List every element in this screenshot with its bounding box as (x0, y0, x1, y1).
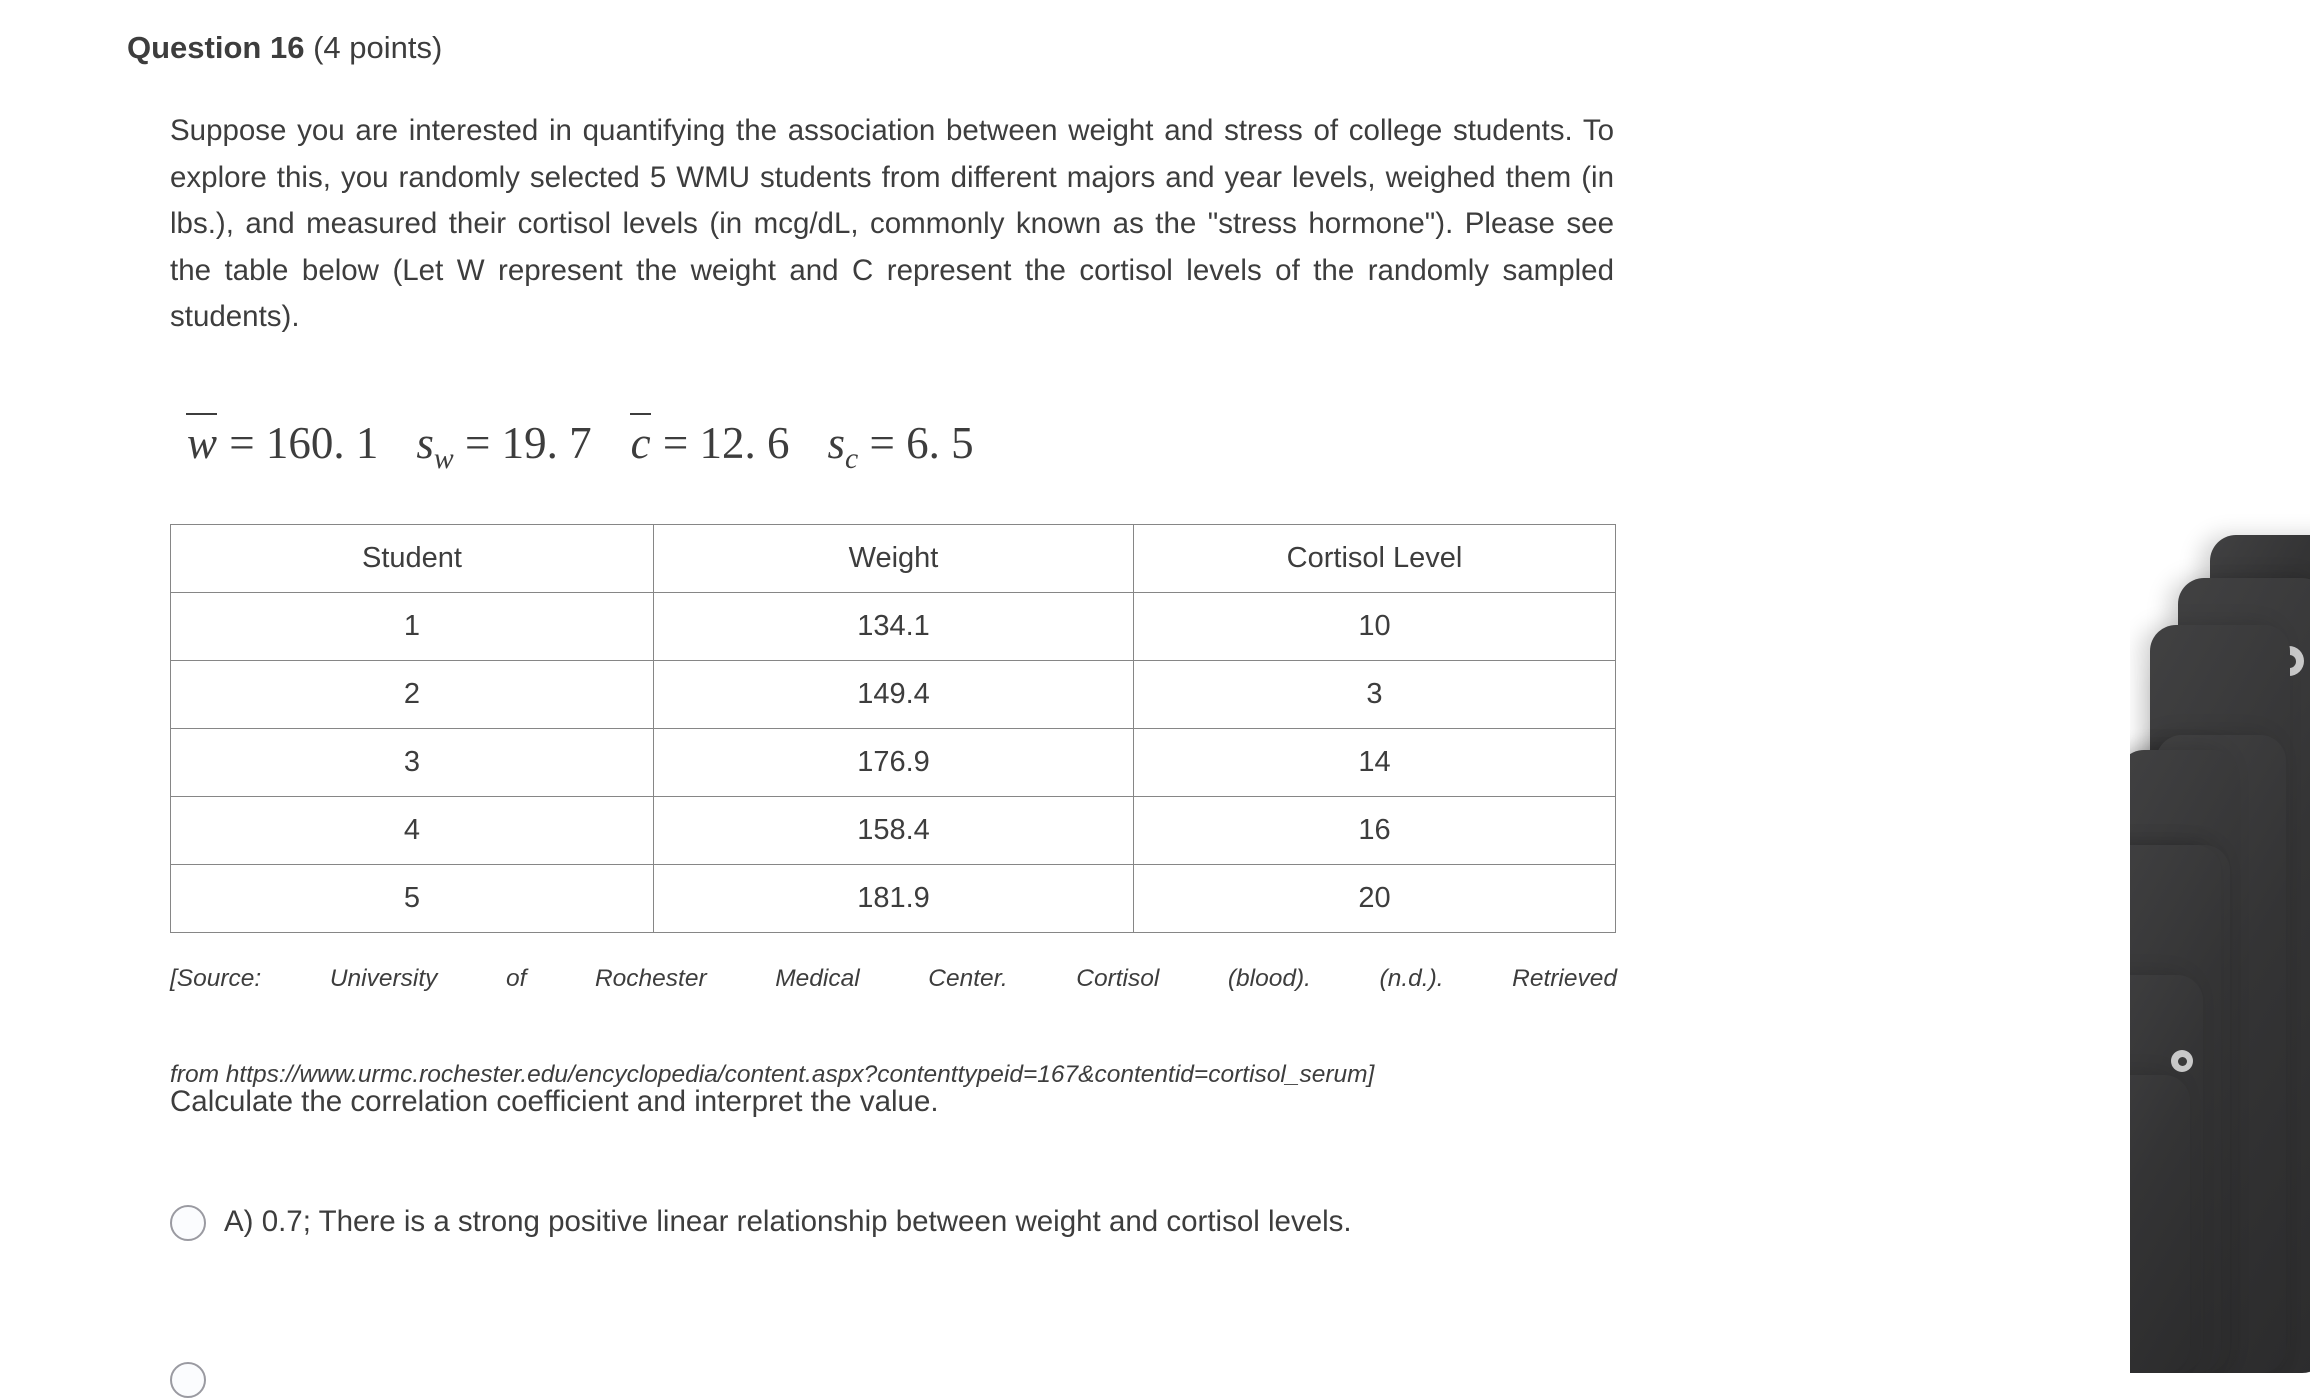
cell-cortisol: 20 (1134, 865, 1616, 933)
table-row (171, 593, 1616, 661)
device-panel (2210, 535, 2310, 685)
camera-lens-icon (2274, 646, 2304, 676)
cell-weight: 176.9 (654, 729, 1134, 797)
w-sd-symbol: s (416, 418, 434, 468)
device-panel (2130, 975, 2203, 1373)
c-mean-symbol: c (630, 412, 652, 474)
cell-weight: 134.1 (654, 593, 1134, 661)
source-line-1: [Source: University of Rochester Medical Center. Cortisol (blood). (n.d.). Retrieved (170, 965, 1617, 992)
cell-student: 1 (171, 593, 654, 661)
cell-cortisol: 3 (1134, 661, 1616, 729)
cell-student: 4 (171, 797, 654, 865)
column-header-weight: Weight (654, 525, 1134, 593)
cell-weight: 158.4 (654, 797, 1134, 865)
device-stack-decoration (2130, 0, 2310, 1373)
radio-button-b[interactable] (170, 1362, 206, 1398)
table-body (171, 593, 1616, 933)
question-body-text: Suppose you are interested in quantifying the association between weight and stress of college students. To explore this, you randomly selected 5 WMU students from different majors and year levels, weighed them (in lbs.), and measured their cortisol levels (in mcg/dL, commonly known as the "stress hormone"). Please see the table below (Let W represent the weight and C represent the cortisol levels of the randomly sampled students). (170, 114, 1614, 333)
c-sd-subscript: c (845, 443, 859, 475)
device-panel (2130, 1075, 2190, 1373)
camera-lens-icon (2171, 1050, 2193, 1072)
stat-weight-sd (416, 412, 591, 490)
question-header (127, 28, 442, 68)
device-panel (2202, 585, 2310, 915)
c-sd-symbol: s (827, 418, 846, 468)
w-mean-symbol: w (186, 412, 218, 474)
device-panel (2130, 750, 2238, 1373)
w-mean-value: 160. 1 (265, 418, 379, 468)
column-header-cortisol: Cortisol Level (1134, 525, 1616, 593)
device-panel (2150, 625, 2290, 1373)
answer-option-a[interactable] (170, 1198, 1620, 1245)
question-title: Question 16 (127, 30, 305, 65)
cell-cortisol: 16 (1134, 797, 1616, 865)
equals-sign-4: = (869, 418, 895, 468)
equals-sign-2: = (464, 418, 491, 468)
question-prompt: Calculate the correlation coefficient and interpret the value. (170, 1085, 939, 1118)
w-sd-value: 19. 7 (501, 418, 592, 468)
device-panel (2130, 845, 2221, 1373)
stat-weight-mean (186, 412, 378, 474)
device-panel (2156, 735, 2286, 1373)
answer-option-b[interactable] (170, 1355, 1620, 1398)
table-head (171, 525, 1616, 593)
source-line-2: from https://www.urmc.rochester.edu/encyclopedia/content.aspx?contenttypeid=167&contentid=cortisol_serum] (170, 1061, 1375, 1088)
table-row (171, 729, 1616, 797)
equals-sign-3: = (662, 418, 689, 468)
camera-lens-icon (2296, 582, 2310, 612)
cell-weight: 181.9 (654, 865, 1134, 933)
cell-student: 2 (171, 661, 654, 729)
stat-cortisol-sd (828, 412, 974, 490)
table-row (171, 797, 1616, 865)
cell-cortisol: 10 (1134, 593, 1616, 661)
column-header-student: Student (171, 525, 654, 593)
question-points: (4 points) (313, 30, 443, 65)
cell-student: 3 (171, 729, 654, 797)
summary-statistics-line (186, 412, 974, 490)
cell-weight: 149.4 (654, 661, 1134, 729)
table-header-row (171, 525, 1616, 593)
table-row (171, 661, 1616, 729)
answer-option-a-label: A) 0.7; There is a strong positive linear relationship between weight and cortisol levels. (224, 1205, 1352, 1238)
device-panel (2130, 845, 2230, 1373)
c-sd-value: 6. 5 (906, 418, 974, 468)
table-row (171, 865, 1616, 933)
equals-sign-1: = (229, 418, 255, 468)
source-citation (170, 955, 1617, 1099)
cell-student: 5 (171, 865, 654, 933)
w-sd-subscript: w (433, 443, 454, 475)
device-panel (2166, 660, 2310, 1160)
stat-cortisol-mean (630, 412, 790, 474)
device-panel (2178, 578, 2310, 1373)
device-panel (2130, 750, 2256, 1373)
radio-button-a[interactable] (170, 1205, 206, 1241)
c-mean-value: 12. 6 (699, 418, 790, 468)
cell-cortisol: 14 (1134, 729, 1616, 797)
data-table (170, 524, 1616, 933)
